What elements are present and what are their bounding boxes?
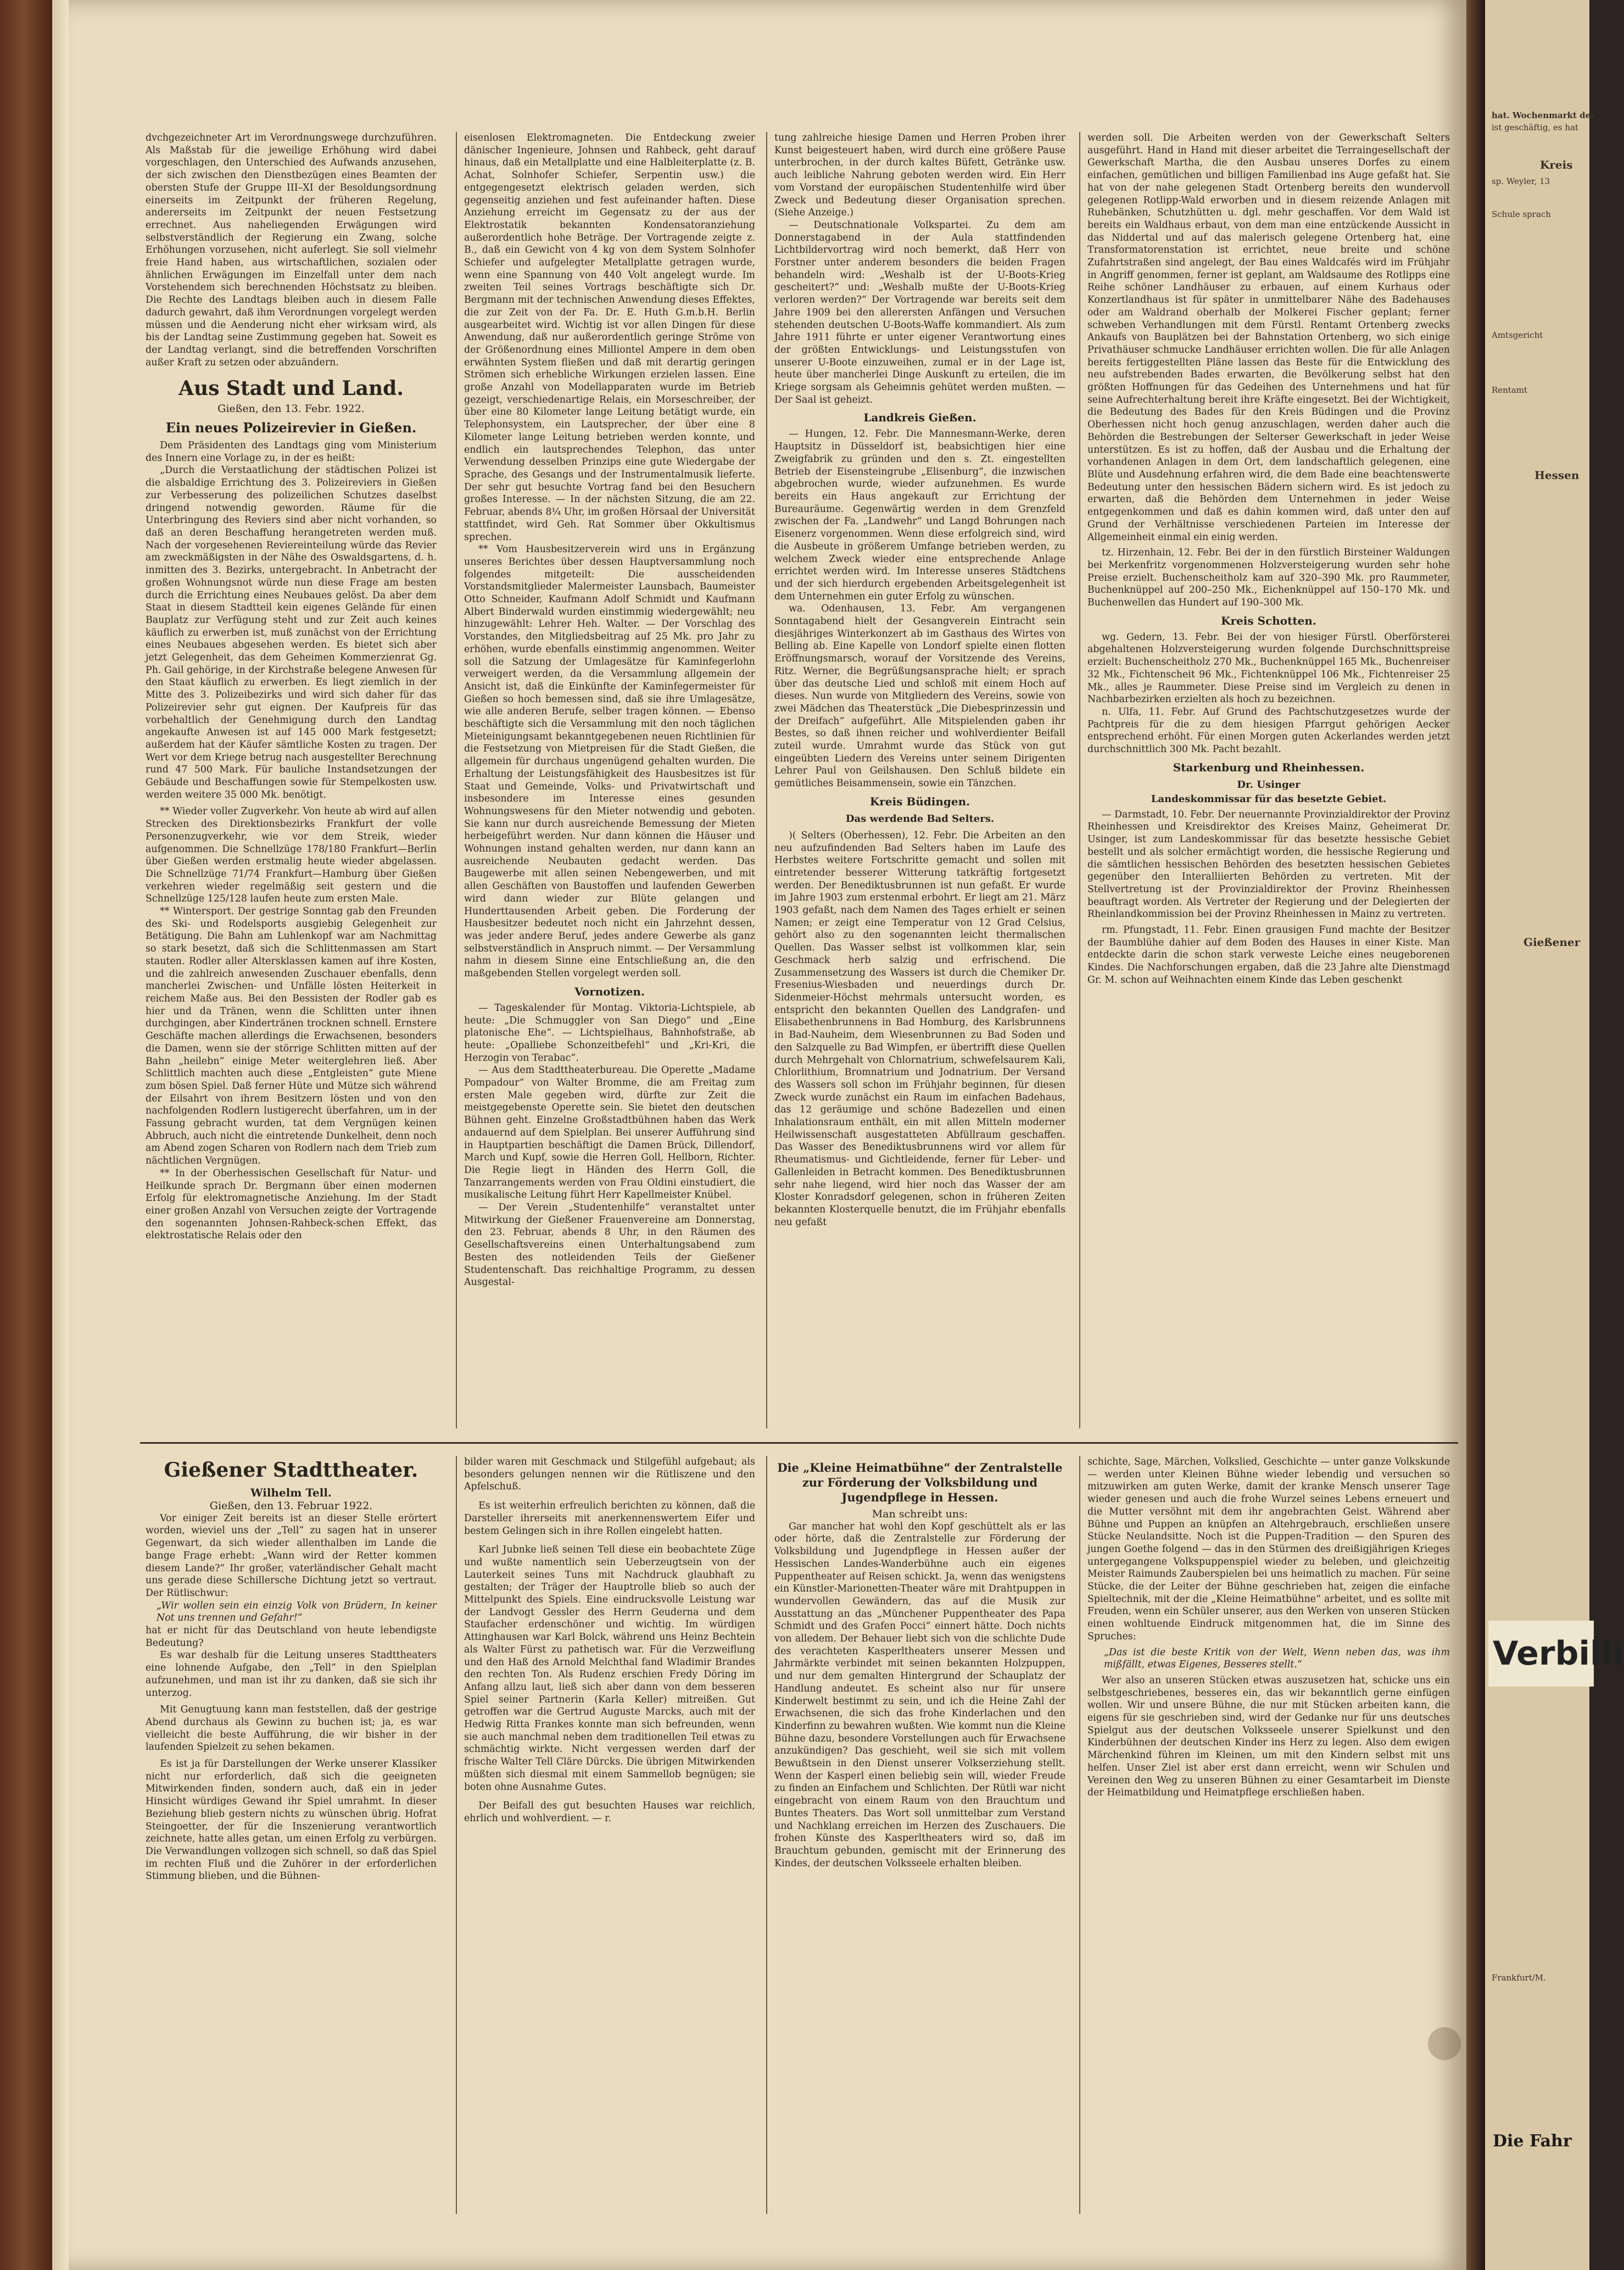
- column-2: [464, 132, 755, 1423]
- article-subheading: Landeskommissar für das besetzte Gebiet.: [1151, 793, 1387, 805]
- intro-line: Man schreibt uns:: [872, 1508, 968, 1520]
- article-text: tung zahlreiche hiesige Damen und Herren Proben ihrer Kunst beigesteuert haben, wird durch eine größere Pause unterbrochen, in der durch kaltes Büfett, Getränke usw. auch leibliche Nahrung geboten werden wird. Ein Herr vom Vorstand der europäischen Studentenhilfe wird über Zweck und Bedeutung dieser Organisation sprechen. (Siehe Anzeige.): [774, 132, 1065, 219]
- theater-column-1: [146, 1456, 437, 2214]
- column-rule: [1079, 1456, 1080, 2214]
- column-rule: [456, 132, 457, 1428]
- advert-heading: Verbilli: [1488, 1621, 1594, 1687]
- theater-column-2: [464, 1456, 755, 2214]
- article-text: rm. Pfungstadt, 11. Febr. Einen grausigen Fund machte der Besitzer der Baumblühe dahier auf dem Boden des Hauses in einer Kiste. Man entdeckte darin die schon stark verweste Leiche eines neugeborenen Kindes. Die Nachforschungen ergaben, daß die 23 Jahre alte Dienstmagd Gr. M. schon auf Weihnachten einem Kinde das Leben geschenkt: [1087, 925, 1450, 986]
- review-text: bilder waren mit Geschmack und Stilgefühl aufgebaut; als besonders gelungen nennen wir die Rütliszene und den Apfelschuß.: [464, 1456, 755, 1493]
- article-text: n. Ulfa, 11. Febr. Auf Grund des Pachtschutzgesetzes wurde der Pachtpreis für die zu dem hiesigen Pfarrgut gehörigen Aecker entsprechend erhöht. Für einen Morgen guten Ackerlandes werden jetzt durchschnittlich 300 Mk. Pacht bezahlt.: [1087, 706, 1450, 755]
- snippet: sp. Weyler, 13: [1492, 176, 1550, 186]
- column-rule: [766, 132, 767, 1428]
- review-text: hat er nicht für das Deutschland von heute lebendigste Bedeutung?: [146, 1625, 437, 1649]
- article-text: — Aus dem Stadttheaterbureau. Die Operette „Madame Pompadour“ von Walter Bromme, die am Freitag zum ersten Male gegeben wird, dürfte zur Zeit die meistgegebenste Operette sein. Sie bietet den deutschen Bühnen geht. Einzelne Großstadtbühnen haben das Werk andauernd auf dem Spielplan. Bei unserer Aufführung sind in Hauptpartien beschäftigt die Damen Brück, Dillendorf, March und Kupf, sowie die Herren Goll, Hellborn, Richter. Die Regie liegt in Händen des Herrn Goll, die Tanzarrangements werden von Frau Oldini einstudiert, die musikalische Leitung führt Herr Kapellmeister Knübel.: [464, 1065, 755, 1201]
- article-text: Gar mancher hat wohl den Kopf geschüttelt als er las oder hörte, daß die Zentralstelle zur Förderung der Volksbildung und Jugendpflege in Hessen außer der Hessischen Landes-Wanderbühne auch ein eigenes Puppentheater auf Reisen schickt. Ja, wenn das wenigstens ein Künstler-Marionetten-Theater wäre mit Drahtpuppen in wundervollen Gewändern, das auf die Musik zur Ausstattung an das „Münchener Puppentheater des Papa Schmidt und des Grafen Pocci“ einnert hätte. Doch nichts von alledem. Der Behauer liebt sich von die schlichte Dude des verachteten Kasperltheaters unserer Messen und Jahrmärkte verbindet mit seinen bekannten Holzpuppen, und nur dem gemalten Hintergrund der Schauplatz der Handlung andeutet. Es scheint also nur für unsere Kinderwelt bestimmt zu sein, und ich die Heine Zahl der Erwachsenen, die sich das frohe Kinderlachen und den Kinderfinn zu bewahren wußten. Wie kommt nun die Kleine Bühne dazu, besondere Vorstellungen auch für Erwachsene anzukündigen? Das geschieht, weil sie sich mit vollem Bewußtsein in den Dienst unserer Volkserziehung stellt. Wenn der Kasperl einen beliebig sein will, wieder Freude zu finden an Einfachem und Schlichten. Der Rütli war nicht eingebracht von einem Raum von den Brauchtum und Buntes Theaters. Das Wort soll unmittelbar zum Verstand und Nachklang erreichen im Herzen des Zuschauers. Die frohen Künste des Kasperltheaters wird so, daß im Brauchtum gebunden, gemischt mit der Erinnerung des Kindes, der deutschen Volksseele erhalten bleiben.: [774, 1521, 1065, 1869]
- review-text: Es ist ja für Darstellungen der Werke unserer Klassiker nicht nur erforderlich, daß sich die geeigneten Mitwirkenden finden, sondern auch, daß ein in jeder Hinsicht würdiges Gewand ihr Spiel umrahmt. In dieser Beziehung blieb gestern nichts zu wünschen übrig. Hofrat Steingoetter, der für die Inszenierung verantwortlich zeichnete, hatte alles getan, um einen Erfolg zu verbürgen. Die Verwandlungen vollzogen sich schnell, so daß das Spiel im rechten Fluß und die Zuhörer in der erforderlichen Stimmung blieben, und die Bühnen-: [146, 1759, 437, 1882]
- column-rule: [1079, 132, 1080, 1428]
- article-text: wg. Gedern, 13. Febr. Bei der von hiesiger Fürstl. Oberförsterei abgehaltenen Holzversteigerung wurden folgende Durchschnittspreise erzielt: Buchenscheitholz 270 Mk., Buchenknüppel 165 Mk., Buchenreiser 32 Mk., Fichtenscheit 96 Mk., Fichtenknüppel 106 Mk., Fichtenreiser 25 Mk., alles je Raummeter. Diese Preise sind im Vergleich zu denen in Nachbarbezirken erzielten als hoch zu bezeichnen.: [1087, 631, 1450, 705]
- article-text: werden soll. Die Arbeiten werden von der Gewerkschaft Selters ausgeführt. Hand in Hand mit dieser arbeitet die Terraingesellschaft der Gewerkschaft Martha, die den Ausbau unseres Dorfes zu einem einfachen, gemütlichen und billigen Familienbad ins Auge gefaßt hat. Sie hat von der nahe gelegenen Stadt Ortenberg bereits den wundervoll gelegenen Rotlipp-Wald erworben und in diesem reizende Anlagen mit Ruhebänken, Schutzhütten u. dgl. mehr geschaffen. Vor dem Wald ist bereits ein Waldhaus erbaut, von dem man eine entzückende Aussicht in das Niddertal und auf das malerisch gelegene Ortenberg hat, eine Transformatorenstation ist errichtet, neue breite und schöne Zufahrtstraßen sind angelegt, der Bau eines Waldcafés wird im Frühjahr in Angriff genommen, ferner ist geplant, am Waldsaume des Rotlipps eine Reihe schöner Landhäuser zu erbauen, auf einem Kurhaus oder Konzertlandhaus ist für später in unmittelbarer Nähe des Badehauses oder am Waldrand oberhalb der Molkerei Fischer geplant; ferner schweben Verhandlungen mit dem Fürstl. Rentamt Ortenberg zwecks Ankaufs von Bauplätzen bei der Bahnstation Ortenberg, wo sich einige Privathäuser schmucke Landhäuser errichten wollen. Die für alle Anlagen bereits fertiggestellten Pläne lassen das Beste für die Entwicklung des neu aufstrebenden Bades erwarten, die Bevölkerung selbst hat den größten Hoffnungen für das Gedeihen des Unternehmens und hat für seine Aufrechterhaltung bereit ihre Kräfte eingesetzt. Bei der Wichtigkeit, die Bedeutung des Bades für den Kreis Büdingen und die Provinz Oberhessen nicht hoch genug anzuschlagen, werden daher auch die Behörden die Bestrebungen der Selterser Gewerkschaft in jeder Weise unterstützen. Es ist zu hoffen, daß der Ausbau und die Erhaltung der vorhandenen Anlagen in dem Ort, dem landschaftlich gelegenen, eine Blüte und Ausdehnung erfahren wird, die dem Bade eine beachtenswerte Bedeutung unter den hessischen Bädern sichern wird. Es ist jedoch zu erwarten, daß die Behörden dem Unternehmen in jeder Weise entgegenkommen und daß es dahin kommen wird, daß unter den auf Grund der Verhältnisse verschiedenen Parteien im Interesse der Allgemeinheit einmal ein einig werden.: [1087, 132, 1450, 543]
- book-gutter: [1466, 0, 1485, 2270]
- article-text: wa. Odenhausen, 13. Febr. Am vergangenen Sonntagabend hielt der Gesangverein Eintracht sein diesjähriges Winterkonzert ab im Gasthaus des Wirtes von Belling ab. Eine Kapelle von Londorf spielte einen flotten Eröffnungsmarsch, worauf der Vorsitzende des Vereins, Ritz. Werner, die Begrüßungsansprache hielt; er sprach über das deutsche Lied und schloß mit einem Hoch auf dieses. Nun wurde von Mitgliedern des Vereins, sowie von zwei Mädchen das Theaterstück „Die Diebesprinzessin und der Dreifach“ aufgeführt. Alle Mitspielenden gaben ihr Bestes, so daß ihnen reicher und wohlverdienter Beifall zuteil wurde. Umrahmt wurde das Stück von gut eingeübten Liedern des Vereins unter seinem Dirigenten Lehrer Paul von Geilshausen. Den Schluß bildete ein gemütliches Beisammensein, sowie ein Tänzchen.: [774, 603, 1065, 789]
- section-heading: Starkenburg und Rheinhessen.: [1173, 760, 1365, 774]
- book-binding: [0, 0, 52, 2270]
- review-text: Karl Jubnke ließ seinen Tell diese ein beobachtete Züge und wußte namentlich sein Ueberzeugtsein von der Lauterkeit seines Tuns mit Nachdruck glaubhaft zu gestalten; der Träger der Hauptrolle blieb so auch der Mittelpunkt des Spiels. Eine eindrucksvolle Leistung war der Landvogt Gessler des Herrn Geuderna und dem Staufacher erdenschöner und wichtig. Im würdigen Attinghausen war Karl Bolck, während uns Heinz Bechtein als Walter Fürst zu pathetisch war. Für die Verzweiflung und den Haß des Arnold Melchthal fand Wladimir Brandes den rechten Ton. Als Rudenz erschien Fredy Döring im Anfang allzu laut, ließ sich aber dann von dem besseren Spiel seiner Partnerin (Karla Keller) mitreißen. Gut getroffen war die Gertrud Auguste Marcks, auch mit der Hedwig Ritta Frankes konnte man sich befreunden, wenn sie auch manchmal neben dem traditionellen Teil etwas zu schmächtig wirkte. Nicht vergessen werden darf der frische Walter Tell Cläre Dürcks. Die übrigen Mitwirkenden müßten sich diesmal mit einem Sammellob begnügen; sie boten ohne Ausnahme Gutes.: [464, 1544, 755, 1793]
- article-text: ** Wintersport. Der gestrige Sonntag gab den Freunden des Ski- und Rodelsports ausgiebig Gelegenheit zur Betätigung. Die Bahn am Luhlenkopf war am Nachmittag so stark besetzt, daß sich die Schlittenmassen am Start stauten. Rodler aller Altersklassen kamen auf ihre Kosten, und die zahlreich anwesenden Zuschauer ebenfalls, denn mancherlei Zwischen- und Unfälle lösten Heiterkeit in reichem Maße aus. Bei den Bessisten der Rodler gab es hier und da Tränen, wenn die Schlitten unter ihnen durchgingen, aber Kindertränen trocknen schnell. Ernstere Geschäfte machen allerdings die Erwachsenen, besonders die Damen, wenn sie der störrige Schlitten mitten auf der Bahn „heilebn“ einige Meter weiterglehren ließ. Aber Schlittlich machten auch diese „Entgleisten“ gute Miene zum bösen Spiel. Daß ferner Hüte und Mütze sich während der Eilsahrt von ihrem Besitzern lösten und von den nachfolgenden Rodlern lustigerecht überfahren, um in der Fassung gebracht wurden, tat dem Vergnügen keinen Abbruch, auch nicht die eintretende Dunkelheit, denn noch am Abend zogen Scharen von Rodlern nach dem Trieb zum nächtlichen Vergnügen.: [146, 906, 437, 1167]
- section-heading: Kreis Büdingen.: [869, 794, 970, 808]
- review-text: Es war deshalb für die Leitung unseres Stadttheaters eine lohnende Aufgabe, den „Tell“ in den Spielplan aufzunehmen, und man ist ihr zu danken, daß sie sich ihr unterzog.: [146, 1650, 437, 1699]
- article-heading: Die „Kleine Heimatbühne“ der Zentralstelle zur Förderung der Volksbildung und Jugendpflege in Hessen.: [777, 1461, 1063, 1504]
- column-3: [774, 132, 1065, 1423]
- advert-heading: Die Fahr: [1493, 2132, 1572, 2151]
- article-heading: Das werdende Bad Selters.: [845, 813, 995, 825]
- article-text: ** Wieder voller Zugverkehr. Von heute ab wird auf allen Strecken des Direktionsbezirks Frankfurt der volle Personenzugverkehr, wie vor dem Streik, wieder aufgenommen. Die Schnellzüge 178/180 Frankfurt—Berlin über Gießen werden erstmalig heute wieder abgelassen. Die Schnellzüge 71/74 Frankfurt—Hamburg über Gießen verkehren wieder regelmäßig seit gestern und die Schnellzüge 125/128 laufen heute zum ersten Male.: [146, 806, 437, 905]
- section-heading: Kreis Schotten.: [1221, 614, 1316, 627]
- article-text: — Hungen, 12. Febr. Die Mannesmann-Werke, deren Hauptsitz in Düsseldorf ist, beabsichtigen hier eine Zweigfabrik zu gründen und den s. Zt. eingestellten Betrieb der Eisensteingrube „Elisenburg“, die inzwischen abgebrochen wurde, wieder aufzunehmen. Es wurde bereits ein Haus angekauft zur Errichtung der Bureauräume. Gegenwärtig werden in dem Grenzfeld zwischen der Fa. „Landwehr“ und Langd Bohrungen nach Eisenerz vorgenommen. Wenn diese erfolgreich sind, wird die Ausbeute in größerem Umfange betrieben werden, zu welchem Zweck wieder eine entsprechende Anlage errichtet werden wird. Im Interesse unseres Städtchens und der sich hierdurch ergebenden Arbeitsgelegenheit ist dem Unternehmen ein guter Erfolg zu wünschen.: [774, 429, 1065, 602]
- article-text: eisenlosen Elektromagneten. Die Entdeckung zweier dänischer Ingenieure, Johnsen und Rahbeck, geht darauf hinaus, daß ein Metallplatte und eine Halbleiterplatte (z. B. Achat, Solnhofer Schiefer, Serpentin usw.) die entgegengesetzt elektrisch geladen werden, sich gegenseitig anziehen und fest aufeinander haften. Diese Anziehung erreicht im Gegensatz zu der aus der Elektrostatik bekannten Kondensatoranziehung außerordentlich hohe Beträge. Der Vortragende zeigte z. B., daß ein Gewicht von 4 kg von dem System Solnhofer Schiefer und aufgelegter Metallplatte getragen wurde, wenn eine Spannung von 440 Volt angelegt wurde. Im zweiten Teil seines Vortrags beschäftigte sich Dr. Bergmann mit der technischen Anwendung dieses Effektes, die zur Zeit von der Fa. Dr. E. Huth G.m.b.H. Berlin ausgearbeitet wird. Wichtig ist vor allen Dingen für diese Anwendung, daß nur außerordentlich geringe Ströme von der Größenordnung eines Milliontel Ampere in dem oben erwähnten System fließen und daß mit derartig geringen Strömen sich erhebliche Wirkungen erzielen lassen. Eine große Anzahl von Modellapparaten wurde im Betrieb gezeigt, verschiedenartige Relais, ein Morseschreiber, der über eine 80 Kilometer lange Leitung betätigt wurde, ein Telephonsystem, ein Lautsprecher, der über eine 8 Kilometer lange Leitung betrieben werden konnte, und endlich ein lautsprechendes Telephon, das unter Verwendung desselben Prinzips eine gute Wiedergabe der Sprache, des Gesangs und der Instrumentalmusik lieferte. Der sehr gut besuchte Vortrag fand bei den Besuchern großes Interesse. — In der nächsten Sitzung, die am 22. Februar, abends 8¼ Uhr, im großen Hörsaal der Universität stattfindet, wird Geh. Rat Sommer über Okkultismus sprechen.: [464, 132, 755, 543]
- page-stain: [1428, 2027, 1461, 2060]
- section-divider: [140, 1442, 1458, 1444]
- article-text: — Darmstadt, 10. Febr. Der neuernannte Provinzialdirektor der Provinz Rheinhessen und Kreisdirektor des Kreises Mainz, Geheimerat Dr. Usinger, ist zum Landeskommissar für das besetzte hessische Gebiet bestellt und als solcher ermächtigt worden, die hessische Regierung und die sämtlichen hessischen Behörden des besetzten hessischen Gebietes gegenüber den Interalliierten Behörden zu vertreten. Mit der Stellvertretung ist der Provinzialdirektor der Provinz Rheinhessen beauftragt worden. Als Vertreter der Regierung und der Delegierten der Rheinlandkommission bei der Provinz Rheinhessen in Mainz zu vertreten.: [1087, 809, 1450, 920]
- snippet: Schule sprach: [1492, 209, 1551, 219]
- snippet: Hessen: [1534, 469, 1580, 482]
- article-text: ** Vom Hausbesitzerverein wird uns in Ergänzung unseres Berichtes über dessen Hauptversammlung noch folgendes mitgeteilt: Die ausscheidenden Vorstandsmitglieder Malermeister Launsbach, Baumeister Otto Schneider, Kaufmann Adolf Schmidt und Kaufmann Albert Binderwald wurden einstimmig wiedergewählt; neu hinzugewählt: Lehrer Heh. Walter. — Der Vorschlag des Vorstandes, den Mitgliedsbeitrag auf 25 Mk. pro Jahr zu erhöhen, wurde ebenfalls einstimmig angenommen. Weiter soll die Satzung der Umlagesätze für Kaminfegerlohn verweigert werden, da die Versammlung allgemein der Ansicht ist, daß die Einkünfte der Kaminfegermeister für Gießen so hoch bemessen sind, daß sie ihre Umlagesätze, wie alle anderen Berufe, selber tragen können. — Ebenso beschäftigte sich die Versammlung mit den noch täglichen Mieteinigungsamt bekanntgegebenen neuen Richtlinien für die Festsetzung von Mietpreisen für die Stadt Gießen, die allgemein für durchaus ungenügend gehalten wurden. Die Erhaltung der Leistungsfähigkeit des Hausbesitzes ist für Staat und Gemeinde, Volks- und Privatwirtschaft und insbesondere im Interesse eines gesunden Wohnungswesens für den Mieter notwendig und geboten. Sie kann nur durch ausreichende Bemessung der Mieten herbeigeführt werden. Nur dann können die Häuser und Wohnungen instand gehalten werden, nur dann kann an ausreichende Neubauten gedacht werden. Das Baugewerbe mit allen seinen Nebengewerben, und mit allen Geschäften von Baustoffen und laufenden Gewerben wird dann wieder zur Blüte gelangen und Hunderttausenden Arbeit geben. Die Forderung der Hausbesitzer bedeutet noch nicht ein Jahrzehnt dessen, was jeder andere Beruf, jedes andere Gewerbe als ganz selbstverständlich in Anspruch nimmt. — Der Versammlung nahm in diesem Sinne eine Entschließung an, die den maßgebenden Stellen vorgelegt werden soll.: [464, 544, 755, 980]
- column-rule: [456, 1456, 457, 2214]
- snippet: hat. Wochenmarkt der: [1492, 110, 1595, 120]
- article-text: dvchgezeichneter Art im Verordnungswege durchzuführen. Als Maßstab für die jeweilige Erhöhung wird dabei vorgeschlagen, den Unterschied des Aufwands anzusehen, der sich zwischen den Dienstbezügen eines Beamten der obersten Stufe der Gruppe III–XI der Besoldungsordnung einerseits im Zeitpunkt der früheren Regelung, andererseits im Zeitpunkt der neuen Festsetzung errechnet. Aus naheliegenden Erwägungen wird selbstverständlich der Regierung ein Zwang, solche Erhöhungen vorzusehen, nicht auferlegt. Sie soll vielmehr freie Hand haben, aus wirtschaftlichen, sozialen oder ähnlichen Erwägungen im Einzelfall unter dem nach Vorstehendem sich berechnenden Höchstsatz zu bleiben. Die Rechte des Landtags bleiben auch in diesem Falle dadurch gewahrt, daß ihm Verordnungen vorgelegt werden müssen und die Aenderung nicht eher wirksam wird, als bis der Landtag seine Zustimmung gegeben hat. Soweit es der Landtag verlangt, sind die betreffenden Vorschriften außer Kraft zu setzen oder abzuändern.: [146, 132, 437, 368]
- article-text: „Durch die Verstaatlichung der städtischen Polizei ist die alsbaldige Errichtung des 3. Polizeireviers in Gießen zur Verbesserung des polizeilichen Schutzes daselbst dringend notwendig geworden. Räume für die Unterbringung des Reviers sind aber nicht vorhanden, so daß an deren Beschaffung herangetreten werden muß. Nach der vorgesehenen Reviereinteilung würde das Revier am zweckmäßigsten in der Nähe des Oswaldsgartens, d. h. inmitten des 3. Bezirks, untergebracht. In Anbetracht der großen Wohnungsnot würde nun diese Frage am besten durch die Errichtung eines Neubaues gelöst. Da aber dem Staat in diesem Stadtteil kein eigenes Gelände für einen Bauplatz zur Verfügung steht und zur Zeit auch keines käuflich zu erwerben ist, muß zunächst von der Errichtung eines Neubaues abgesehen werden. Es bietet sich aber jetzt Gelegenheit, das dem Geheimen Kommerzienrat Gg. Ph. Gail gehörige, in der Kirchstraße belegene Anwesen für den Staat käuflich zu erwerben. Es liegt ziemlich in der Mitte des 3. Polizeibezirks und wird sich daher für das Polizeirevier sehr gut eignen. Der Kaufpreis für das vorbehaltlich der Genehmigung durch den Landtag angekaufte Anwesen ist auf 145 000 Mark festgesetzt; außerdem hat der Käufer sämtliche Kosten zu tragen. Der Wert vor dem Kriege betrug nach ausgestellter Berechnung rund 47 500 Mark. Für bauliche Instandsetzungen der Gebäude und Beschaffungen sowie für Stempelkosten usw. werden weitere 35 000 Mk. benötigt.: [146, 465, 437, 800]
- article-text: Wer also an unseren Stücken etwas auszusetzen hat, schicke uns ein selbstgeschriebenes, besseres ein, das wir bekanntlich gerne einfügen wollen. Wir und unsere Bühne, die nur mit Stücken arbeiten kann, die eigens für sie geschrieben sind, wird der Gedanke nur für uns deutsches Spielgut aus der deutschen Volksseele unserer Spielkunst und den Kinderbühnen der deutschen Kinder ins Herz zu legen. Also dem ewigen Märchenkind führen im Kleinen, um mit den Kindern selbst mit uns helfen. Unser Ziel ist aber erst dann erreicht, wenn wir Schulen und Vereinen den Weg zu unseren Bühnen zu einer Gesamtarbeit im Dienste der Heimatbildung und Heimatpflege erschließen haben.: [1087, 1674, 1450, 1799]
- article-heading: Ein neues Polizeirevier in Gießen.: [165, 420, 417, 436]
- page-edge: [52, 0, 69, 2270]
- dateline: Gießen, den 13. Febr. 1922.: [217, 403, 365, 415]
- quote: „Wir wollen sein ein einzig Volk von Brüdern, In keiner Not uns trennen und Gefahr!“: [157, 1600, 437, 1624]
- heimat-column-1: [774, 1456, 1065, 2214]
- article-text: — Tageskalender für Montag. Viktoria-Lichtspiele, ab heute: „Die Schmuggler von San Diego“ und „Eine platonische Ehe“. — Lichtspielhaus, Bahnhofstraße, ab heute: „Opalliebe Schonzeitbefehl“ und „Kri-Kri, die Herzogin von Terabac“.: [464, 1002, 755, 1064]
- column-4: [1087, 132, 1450, 1423]
- theater-heading: Gießener Stadttheater.: [164, 1459, 418, 1482]
- adjacent-page: [1485, 0, 1595, 2270]
- section-heading: Vornotizen.: [574, 984, 645, 998]
- article-text: — Der Verein „Studentenhilfe“ veranstaltet unter Mitwirkung der Gießener Frauenvereine am Donnerstag, den 23. Februar, abends 8 Uhr, in den Räumen des Gesellschaftsvereins einen Unterhaltungsabend zum Besten des notleidenden Teils der Gießener Studentenschaft. Das reichhaltige Programm, zu dessen Ausgestal-: [464, 1202, 755, 1288]
- review-text: Der Beifall des gut besuchten Hauses war reichlich, ehrlich und wohlverdient. — r.: [464, 1800, 755, 1824]
- review-text: Vor einiger Zeit bereits ist an dieser Stelle erörtert worden, wieviel uns der „Tell“ zu sagen hat in unserer Gegenwart, da sich wieder allenthalben im Lande die bange Frage erhebt: „Wann wird der Retter kommen diesem Lande?“ Ihr großer, vaterländischer Gehalt macht uns gerade diese Schillersche Dichtung jetzt so vertraut. Der Rütlischwur:: [146, 1512, 437, 1599]
- column-rule: [766, 1456, 767, 2214]
- review-text: Es ist weiterhin erfreulich berichten zu können, daß die Darsteller ihrerseits mit anerkennenswertem Eifer und bestem Gelingen sich in ihre Rollen eingelebt hatten.: [464, 1500, 755, 1537]
- article-text: — Deutschnationale Volkspartei. Zu dem am Donnerstagabend in der Aula stattfindenden Lichtbildervortrag wird noch bemerkt, daß Herr von Forstner unter anderem besonders die beiden Fragen behandeln wird: „Weshalb ist der U-Boots-Krieg gescheitert?“ und: „Weshalb mußte der U-Boots-Krieg verloren werden?“ Der Vortragende war bereits seit dem Jahre 1909 bei den allerersten Anfängen und Versuchen stehenden deutschen U-Boots-Waffe kommandiert. Als zum Jahre 1911 führte er unter eigener Verantwortung eines der größten Entwicklungs- und Leistungsstufen von unserer U-Boote einzuweihen, zumal er in der Lage ist, heute über mancherlei Dinge Auskunft zu erteilen, die im Kriege sorgsam als Geheimnis gehütet werden mußten. — Der Saal ist geheizt.: [774, 219, 1065, 405]
- snippet: Kreis: [1540, 158, 1573, 171]
- column-1: [146, 132, 437, 1423]
- snippet: Gießener: [1523, 936, 1581, 949]
- section-heading: Landkreis Gießen.: [863, 411, 976, 425]
- snippet: Frankfurt/M.: [1492, 1973, 1546, 1983]
- article-text: schichte, Sage, Märchen, Volkslied, Geschichte — unter ganze Volkskunde — werden unter Kleinen Bühne wieder lebendig und versuchen so mitzuwirken am guten Werke, damit der kranke Mensch unserer Tage wieder genesen und auch die frohe Wurzel seines Lebens erneuert und die Mutter versöhnt mit dem ihr angebrachten Geist. Während aber Bühne und Puppen an knüpfen an Altehrgebrauch, erschließen unsere Stücke Neulandsitte. Noch ist die Puppen-Tradition — den Spuren des jungen Goethe folgend — das in den Stürmen des dreißigjährigen Krieges untergegangene Volkspuppenspiel wieder zu beleben, und gleichzeitig Meister Raimunds Zauberspielen bei uns heimatlich zu machen. Für seine Stücke, die der Leiter der Bühne geschrieben hat, zeigen die einfache Spieltechnik, mit der die „Kleine Heimatbühne“ arbeitet, und es sollte mit Freuden, wenn ein Schüler unserer, aus den Werken von unseren Stücken einen wohltuende Eindruck mitgenommen hat, die im Sinne des Spruches:: [1087, 1456, 1450, 1642]
- snippet: Rentamt: [1492, 385, 1528, 395]
- article-text: Dem Präsidenten des Landtags ging vom Ministerium des Innern eine Vorlage zu, in der es heißt:: [146, 440, 437, 464]
- review-text: Mit Genugtuung kann man feststellen, daß der gestrige Abend durchaus als Gewinn zu buchen ist; ja, es war vielleicht die beste Aufführung, die wir bisher in der laufenden Spielzeit zu sehen bekamen.: [146, 1704, 437, 1753]
- article-text: ** In der Oberhessischen Gesellschaft für Natur- und Heilkunde sprach Dr. Bergmann über einen modernen Erfolg für elektromagnetische Anziehung. Im der Stadt einer großen Anzahl von Versuchen zeigte der Vortragende den sogenannten Johnsen-Rahbeck-schen Effekt, das elektrostatische Relais oder den: [146, 1167, 437, 1242]
- quote: „Das ist die beste Kritik von der Welt, Wenn neben das, was ihm mißfällt, etwas Eigenes, Besseres stellt.“: [1104, 1646, 1450, 1671]
- section-heading: Aus Stadt und Land.: [178, 377, 404, 400]
- play-title: Wilhelm Tell.: [250, 1486, 332, 1499]
- article-subheading: Dr. Usinger: [1237, 778, 1301, 791]
- article-text: )( Selters (Oberhessen), 12. Febr. Die Arbeiten an den neu aufzufindenden Bad Selters haben im Laufe des Herbstes weitere Fortschritte gemacht und sollen mit eintretender besserer Witterung tatkräftig fortgesetzt werden. Der Benediktusbrunnen ist nun gefaßt. Er wurde im Jahre 1903 zum erstenmal erbohrt. Er liegt am 21. März 1903 gefaßt, nach dem Namen des Tages erhielt er seinen Namen; er zeigt eine Temperatur von 12 Grad Celsius, gehört also zu den sogenannten leicht thermalischen Quellen. Das Wasser selbst ist vollkommen klar, sein Geschmack herb salzig und erfrischend. Die Zusammensetzung des Wassers ist durch die Chemiker Dr. Fresenius-Wiesbaden und neuerdings durch Dr. Sidenmeier-Höchst mehrmals untersucht worden, es entspricht den bekannten Quellen des Landgrafen- und Elisabethenbrunnens in Bad Homburg, des Karlsbrunnens in Bad-Nauheim, dem Wiesenbrunnen zu Bad Soden und den Salzquelle zu Bad Wimpfen, er übertrifft diese Quellen durch Mehrgehalt von Chlornatrium, schwefelsaurem Kali, Chlorlithium, Bromnatrium und Jodnatrium. Der Versand des Wassers soll schon im Frühjahr beginnen, für diesen Zweck wurde zunächst ein Raum im einfachen Badehaus, das 12 geräumige und schöne Badezellen und einen Inhalationsraum enthält, ein mit allen Mitteln moderner Heilwissenschaft ausgestatteten Abfüllraum geschaffen. Das Wasser des Benediktusbrunnens wird vor allem für Rheumatismus- und Gichtleidende, ferner für Leber- und Gallenleiden in Betracht kommen. Des Benediktusbrunnen sehr nahe liegend, wird hier noch das Wasser der am Kloster Konradsdorf gelegenen, schon in früheren Zeiten bekannten Klosterquelle benutzt, die im Frühjahr ebenfalls neu gefaßt: [774, 830, 1065, 1228]
- snippet: Amtsgericht: [1492, 330, 1543, 340]
- heimat-column-2: [1087, 1456, 1450, 2214]
- article-text: tz. Hirzenhain, 12. Febr. Bei der in den fürstlich Birsteiner Waldungen bei Merkenfritz vorgenommenen Holzversteigerung wurden sehr hohe Preise erzielt. Buchenscheitholz kam auf 320–390 Mk. pro Raummeter, Buchenknüppel auf 200–250 Mk., Eichenknüppel auf 150–170 Mk. und Buchenwellen das Hundert auf 190–300 Mk.: [1087, 547, 1450, 609]
- dateline: Gießen, den 13. Februar 1922.: [209, 1500, 373, 1512]
- snippet: ist geschäftig, es hat: [1492, 123, 1578, 132]
